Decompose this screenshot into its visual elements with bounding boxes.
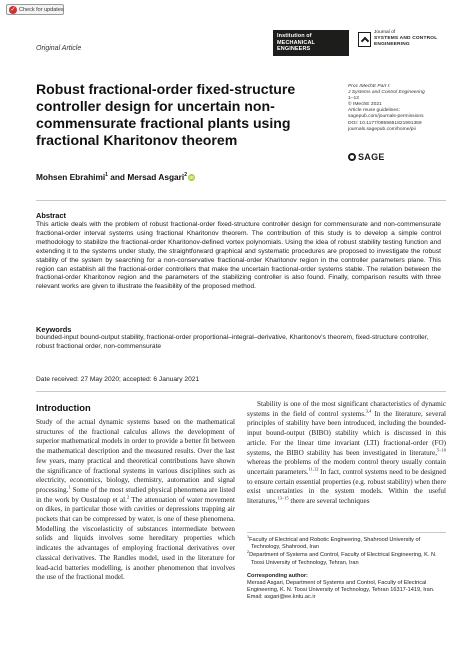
journal-home-link[interactable]: journals.sagepub.com/home/pii <box>348 126 416 132</box>
update-icon: ✓ <box>10 6 16 13</box>
intro-left-column: Study of the actual dynamic systems based on the mathematical structures of the fractional calculus allows the development of superior mathematical models in order to provide a better fit between the mathematical description and the measured results. Over the last few years, many practical and theoretical contributions have shown the significance of fractional systems in various disciplines such as electricity, economics, biology, chemistry, automation and signal processing.$^1$ Some of the most studied physical phenomena are listed in the work by Oustaloup et al.$^2$ The attenuation of water movement on dikes, in particular those with cavities or depressions trapping air pockets that can be compressed by water, is one of these phenomena. Modelling the viscoelasticity of substances intermediate between solids and liquids involves some hereditary properties which indicates the advantages of employing fractional derivatives over classical derivatives. The Randles model, used in the literature for lead-acid batteries modelling, is another phenomenon that involves the use of the fractional model. <box>36 418 235 582</box>
sage-mark-icon <box>348 153 356 161</box>
publisher-logo: Institution of MECHANICAL ENGINEERS <box>273 30 349 56</box>
corresponding-author-address: Mersad Asgari, Department of Systems and Control, Faculty of Electrical Engineering, K. N. Toosi University of Technology, Tehran 16317-1419, Iran. <box>247 580 435 594</box>
corresponding-author-heading: Corresponding author: <box>247 572 308 579</box>
sage-logo: SAGE <box>348 152 385 162</box>
author-name: Mersad Asgari <box>127 172 185 182</box>
intro-right-column <box>247 400 446 507</box>
citation-ref[interactable]: 1 <box>68 484 71 490</box>
affiliation-1: $^1$Faculty of Electrical and Robotic Engineering, Shahrood University of Technology, Shahrood, Iran <box>247 535 421 551</box>
citation-ref[interactable]: 2 <box>126 494 130 500</box>
check-for-updates-button[interactable] <box>6 4 64 15</box>
keywords-text: bounded-input bound-output stability, fractional-order proportional–integral–derivative, Kharitonov's theorem, fixed-structure controller, robust fractional order, non-commensurate <box>36 334 429 350</box>
intro-paragraph: Stability is one of the most significant characteristics of dynamic systems in the field of control systems.$^{3,4}$ In the literature, several principles of stability have been introduced, including the bounded-input bound-output (BIBO) stability which is discussed in this article. For the linear time invariant (LTI) fractional-order (FO) systems, the BIBO stability has been investigated in literature,$^{5-10}$ whereas the problems of the modern control theory usually contain uncertain parameters.$^{11,12}$ In fact, control systems need to be designed to ensure certain essential properties (e.g. robust stability) when there exist uncertainties in the system models. Within the useful literatures,$^{13-15}$ there are several techniques <box>247 400 446 506</box>
journal-logo: Journal of SYSTEMS AND CONTROL ENGINEERING <box>358 30 437 48</box>
author-list: Mohsen Ebrahimi$^1$ and Mersad Asgari$^2$ iD <box>36 172 194 182</box>
corresponding-author-email[interactable]: Email: asgari@ee.kntu.ac.ir <box>247 594 316 601</box>
check-updates-label: Check for updates <box>19 6 64 13</box>
divider <box>36 391 446 392</box>
introduction-heading: Introduction <box>36 402 91 413</box>
citation-ref[interactable]: 13–15 <box>277 495 289 501</box>
article-type: Original Article <box>36 45 82 52</box>
article-title: Robust fractional-order fixed-structure controller design for uncertain non-commensurate fractional plants using fractional Kharitonov theorem <box>36 81 296 148</box>
citation-ref[interactable]: 3,4 <box>365 408 372 414</box>
permissions-link[interactable]: sagepub.com/journals-permissions <box>348 114 424 120</box>
orcid-icon[interactable]: iD <box>189 175 194 181</box>
footnotes <box>247 537 446 602</box>
author-name: Mohsen Ebrahimi <box>36 172 106 182</box>
abstract-text: This article deals with the problem of robust fractional-order fixed-structure controller design for commensurate and non-commensurate fractional-order interval systems using fractional Kharitonov theorem. The contribution of this study is to develop a simple control methodology to stabilize the fractional-order Kharitonov-defined vortex polynomials. Using the idea of robust stability testing function and extending it to the systems under study, the straightforward graphical and systematic procedures are proposed to investigate the robust stability of the system by searching for a non-conservative fractional-order Kharitonov region in the controller parameters plane. This region can establish all the fractional-order controllers that make the uncertain fractional-order systems stable. The relation between the fractional-order Kharitonov region and the parameters of the stabilizing controller is also found. Finally, comparison results with three relevant works are given to illustrate the feasibility of the proposed method. <box>36 221 441 291</box>
footnote-divider <box>247 532 446 533</box>
publication-info: Proc IMechE Part I: J Systems and Control Engineering 1–13 © IMechE 2021 Article reuse guidelines: sagepub.com/journals-permissions DOI: 10.1177/0959651821991359 journals.sagepub.com/home/pii <box>348 84 458 133</box>
citation-ref[interactable]: 5–10 <box>437 447 446 453</box>
received-accepted-dates: Date received: 27 May 2020; accepted: 6 January 2021 <box>36 376 200 383</box>
journal-mark-icon <box>358 32 371 47</box>
divider <box>36 200 446 201</box>
citation-ref[interactable]: 11,12 <box>308 466 319 472</box>
affiliation-2: $^2$Department of Systems and Control, Faculty of Electrical Engineering, K. N. Toosi University of Technology, Tehran, Iran <box>247 550 437 566</box>
abstract-heading: Abstract <box>36 211 66 220</box>
keywords-heading: Keywords <box>36 325 72 334</box>
doi-link[interactable]: DOI: 10.1177/0959651821991359 <box>348 120 422 126</box>
